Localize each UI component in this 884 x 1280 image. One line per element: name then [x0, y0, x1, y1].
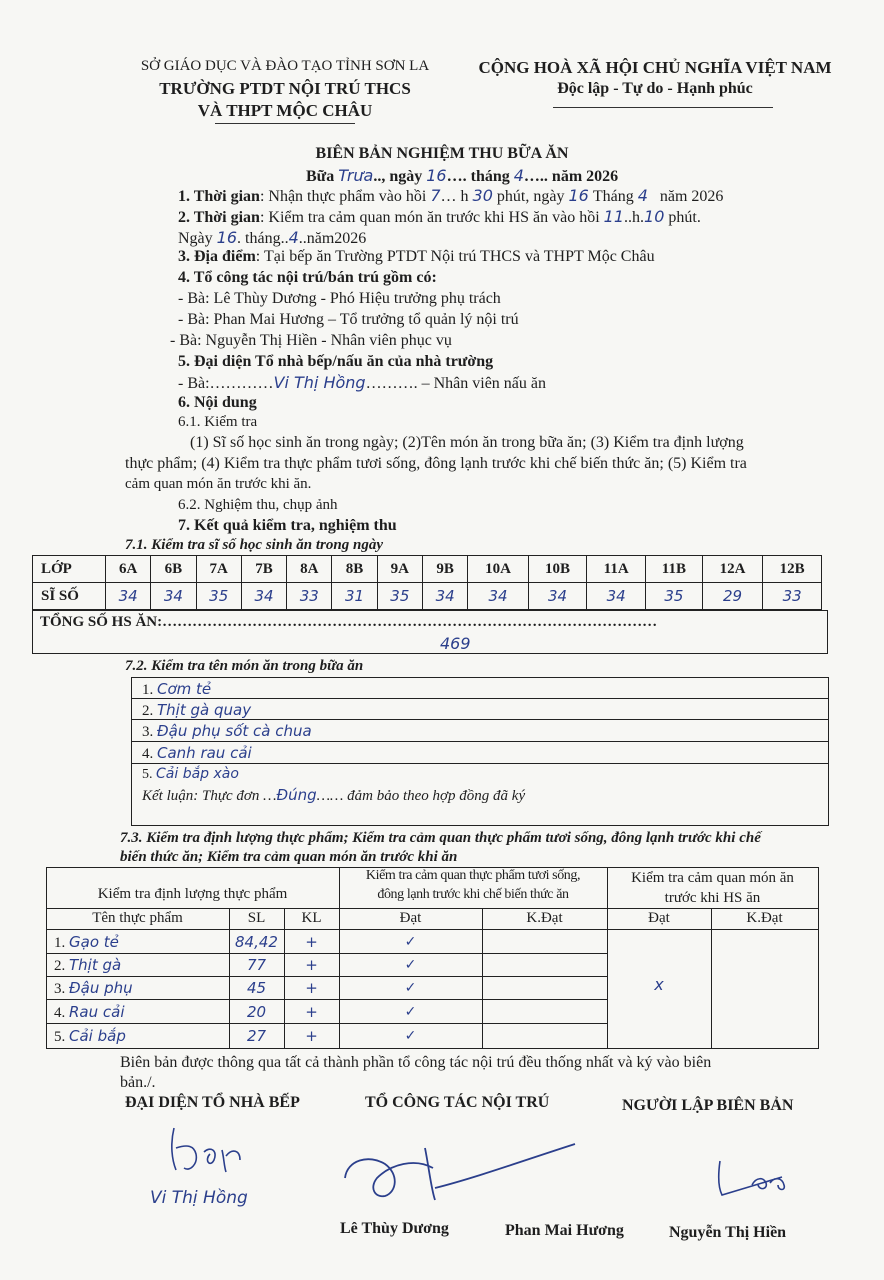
- kitchen-handwritten-name: Vi Thị Hồng: [150, 1188, 248, 1208]
- sig-name-phan-mai-huong: Phan Mai Hương: [505, 1222, 624, 1239]
- header-kdat-2: K.Đạt: [746, 910, 783, 926]
- table-71-title: 7.1. Kiểm tra sĩ số học sinh ăn trong ngày: [125, 537, 383, 553]
- meal-month: 4: [513, 166, 524, 185]
- menu-conclusion: Kết luận: Thực đơn …Đúng…… đảm bảo theo hợp đồng đã ký: [142, 786, 526, 804]
- food-row-2: 2. Thịt gà: [54, 956, 122, 974]
- closing-line-1: Biên bản được thông qua tất cả thành phần tổ công tác nội trú đều thống nhất và ký vào biên: [120, 1054, 712, 1071]
- header-kl: KL: [301, 910, 322, 926]
- handwritten-signature-kitchen: [160, 1120, 250, 1180]
- class-count-table: [32, 555, 822, 610]
- national-motto: Độc lập - Tự do - Hạnh phúc: [557, 80, 753, 97]
- school-name-line2: VÀ THPT MỘC CHÂU: [197, 101, 373, 120]
- dish-5: 5. Cải bắp xào: [142, 766, 239, 782]
- class-row-label: LỚP: [33, 556, 106, 583]
- count-row: SĨ SỐ 34 34 35 34 33 31 35 34 34 34 34 35 29 33: [33, 583, 822, 610]
- section-6-para-1: (1) Sĩ số học sinh ăn trong ngày; (2)Tên món ăn trong bữa ăn; (3) Kiểm tra định lượng: [190, 434, 744, 451]
- header-dat-1: Đạt: [399, 910, 422, 926]
- dish-2: 2. Thịt gà quay: [142, 701, 252, 719]
- section-2-date: Ngày 16. tháng..4..năm2026: [178, 228, 367, 247]
- count-row-label: SĨ SỐ: [33, 583, 106, 610]
- section-2: 2. Thời gian: Kiểm tra cảm quan món ăn trước khi HS ăn vào hồi 11..h.10 phút.: [178, 207, 701, 226]
- food-row-3: 3. Đậu phụ: [54, 979, 133, 997]
- school-name-line1: TRƯỜNG PTDT NỘI TRÚ THCS: [159, 79, 411, 98]
- camquan-mark: x: [654, 975, 664, 994]
- food-row-1: 1. Gạo tẻ: [54, 933, 119, 951]
- dish-4: 4. Canh rau cải: [142, 744, 252, 762]
- sig-name-le-thuy-duong: Lê Thùy Dương: [340, 1220, 449, 1237]
- dish-3: 3. Đậu phụ sốt cà chua: [142, 722, 312, 740]
- food-row-4: 4. Rau cải: [54, 1003, 125, 1021]
- meal-value: Trưa: [338, 166, 374, 185]
- section-6-para-3: cảm quan món ăn trước khi ăn.: [125, 476, 312, 492]
- header-dat-2: Đạt: [648, 910, 670, 926]
- section-6-para-2: thực phẩm; (4) Kiểm tra thực phẩm tươi sống, đông lạnh trước khi chế biến thức ăn; (5) Kiểm tra: [125, 455, 747, 472]
- total-label: TỔNG SỐ HS ĂN:………………………………………………………………………………………: [40, 614, 658, 630]
- agency-name: SỞ GIÁO DỤC VÀ ĐÀO TẠO TỈNH SƠN LA: [140, 58, 430, 74]
- cook-name: Vi Thị Hồng: [273, 373, 366, 392]
- col-header-camquan-2: trước khi HS ăn: [664, 890, 761, 906]
- header-kdat-1: K.Đạt: [526, 910, 563, 926]
- table-73-title-1: 7.3. Kiểm tra định lượng thực phẩm; Kiểm tra cảm quan thực phẩm tươi sống, đông lạnh trước khi chế: [120, 830, 761, 846]
- sig-title-author: NGƯỜI LẬP BIÊN BẢN: [622, 1097, 794, 1114]
- section-5-title: 5. Đại diện Tổ nhà bếp/nấu ăn của nhà trường: [178, 353, 494, 370]
- member-3: - Bà: Nguyễn Thị Hiền - Nhân viên phục vụ: [170, 332, 452, 349]
- document-title: BIÊN BẢN NGHIỆM THU BỮA ĂN: [315, 145, 569, 162]
- header-left-rule: [215, 123, 355, 124]
- header-sl: SL: [247, 910, 266, 926]
- meal-day: 16: [426, 166, 447, 185]
- section-4-title: 4. Tổ công tác nội trú/bán trú gồm có:: [178, 269, 437, 286]
- total-value: 469: [440, 634, 471, 653]
- section-3: 3. Địa điểm: Tại bếp ăn Trường PTDT Nội trú THCS và THPT Mộc Châu: [178, 248, 655, 265]
- section-6-2: 6.2. Nghiệm thu, chụp ảnh: [178, 497, 338, 513]
- cook-line: - Bà:…………Vi Thị Hồng………. – Nhân viên nấu ăn: [178, 373, 546, 392]
- member-2: - Bà: Phan Mai Hương – Tổ trưởng tổ quản lý nội trú: [178, 311, 519, 328]
- handwritten-signature-author: [712, 1155, 802, 1205]
- section-6-title: 6. Nội dung: [178, 394, 257, 411]
- col-header-camquan-1: Kiểm tra cảm quan món ăn: [631, 870, 794, 886]
- col-header-tuoisong-2: đông lạnh trước khi chế biến thức ăn: [377, 887, 569, 902]
- document-page: SỞ GIÁO DỤC VÀ ĐÀO TẠO TỈNH SƠN LA TRƯỜNG PTDT NỘI TRÚ THCS VÀ THPT MỘC CHÂU CỘNG HOÀ XÃ HỘI CHỦ NGHĨA VIỆT NAM Độc lập - Tự do - Hạnh phúc BIÊN BẢN NGHIỆM THU BỮA ĂN Bữa Trưa.., ngày 16…. tháng 4….. năm 2026 1. Thời gian: Nhận thực phẩm vào hồi 7… h 30 phút, ngày 16 Tháng 4 năm 2026 2. Thời gian: Kiểm tra cảm quan món ăn trước khi HS ăn vào hồi 11..h.10 phút. Ngày 16. tháng..4..năm2026 3. Địa điểm: Tại bếp ăn Trường PTDT Nội trú THCS và THPT Mộc Châu 4. Tổ công tác nội trú/bán trú gồm có: - Bà: Lê Thùy Dương - Phó Hiệu trưởng phụ trách - Bà: Phan Mai Hương – Tổ trưởng tổ quản lý nội trú - Bà: Nguyễn Thị Hiền - Nhân viên phục vụ 5. Đại diện Tổ nhà bếp/nấu ăn của nhà trường - Bà:…………Vi Thị Hồng………. – Nhân viên nấu ăn 6. Nội dung 6.1. Kiểm tra (1) Sĩ số học sinh ăn trong ngày; (2)Tên món ăn trong bữa ăn; (3) Kiểm tra định lượng thực phẩm; (4) Kiểm tra thực phẩm tươi sống, đông lạnh trước khi chế biến thức ăn; (5) Kiểm tra cảm quan món ăn trước khi ăn. 6.2. Nghiệm thu, chụp ảnh 7. Kết quả kiểm tra, nghiệm thu 7.1. Kiểm tra sĩ số học sinh ăn trong ngày LỚP 6A 6B 7A 7B 8A 8B 9A 9B 10A 10B 11A 11B 12A 12B SĨ SỐ 34 34 35 34 33 31 35 34 34 34 34 35 29 33 TỔNG SỐ HS ĂN:……………………………………………………………………………………… 469 7.2. Kiểm tra tên món ăn trong bữa ăn 1. Cơm tẻ 2. Thịt gà quay 3. Đậu phụ sốt cà chua 4. Canh rau cải 5. Cải bắp xào Kết luận: Thực đơn …Đúng…… đảm bảo theo hợp đồng đã ký 7.3. Kiểm tra định lượng thực phẩm; Kiểm tra cảm quan thực phẩm tươi sống, đông lạnh trước khi chế biến thức ăn; Kiểm tra cảm quan món ăn trước khi ăn Kiểm tra định lượng thực phẩm Kiểm tra cảm quan thực phẩm tươi sống, đông lạnh trước khi chế biến thức ăn Kiểm tra cảm quan món ăn trước khi HS ăn Tên thực phẩm SL KL Đạt K.Đạt Đạt K.Đạt 1. Gạo tẻ 84,42 + ✓ 2. Thịt gà 77 + ✓ 3. Đậu phụ 45 + ✓ 4. Rau cải 20 + ✓ 5. Cải bắp 27 + ✓ x Biên bản được thông qua tất cả thành phần tổ công tác nội trú đều thống nhất và ký vào biên bản./. ĐẠI DIỆN TỔ NHÀ BẾP TỔ CÔNG TÁC NỘI TRÚ NGƯỜI LẬP BIÊN BẢN Vi Thị Hồng Lê Thùy Dương Phan Mai Hương Nguyễn Thị Hiền: [0, 0, 884, 1280]
- food-row-5: 5. Cải bắp: [54, 1027, 126, 1045]
- section-1: 1. Thời gian: Nhận thực phẩm vào hồi 7… h 30 phút, ngày 16 Tháng 4 năm 2026: [178, 186, 724, 205]
- table-72-title: 7.2. Kiểm tra tên món ăn trong bữa ăn: [125, 658, 364, 674]
- sig-name-nguyen-thi-hien: Nguyễn Thị Hiền: [669, 1224, 787, 1241]
- class-row: LỚP 6A 6B 7A 7B 8A 8B 9A 9B 10A 10B 11A 11B 12A 12B: [33, 556, 822, 583]
- header-ten-thuc-pham: Tên thực phẩm: [92, 910, 183, 926]
- section-7-title: 7. Kết quả kiểm tra, nghiệm thu: [178, 517, 397, 534]
- sig-title-kitchen: ĐẠI DIỆN TỔ NHÀ BẾP: [125, 1094, 300, 1111]
- dish-1: 1. Cơm tẻ: [142, 680, 212, 698]
- national-title: CỘNG HOÀ XÃ HỘI CHỦ NGHĨA VIỆT NAM: [478, 58, 832, 77]
- section-6-1: 6.1. Kiểm tra: [178, 414, 258, 430]
- header-right-rule: [553, 107, 773, 108]
- handwritten-signature-committee: [335, 1138, 585, 1213]
- member-1: - Bà: Lê Thùy Dương - Phó Hiệu trưởng phụ trách: [178, 290, 501, 307]
- closing-line-2: bản./.: [120, 1074, 156, 1091]
- table-73-title-2: biến thức ăn; Kiểm tra cảm quan món ăn trước khi ăn: [120, 849, 458, 865]
- col-header-tuoisong-1: Kiểm tra cảm quan thực phẩm tươi sống,: [365, 868, 581, 883]
- col-header-dinhluong: Kiểm tra định lượng thực phẩm: [97, 886, 288, 902]
- sig-title-committee: TỔ CÔNG TÁC NỘI TRÚ: [365, 1094, 550, 1111]
- meal-line: Bữa Trưa.., ngày 16…. tháng 4….. năm 2026: [306, 166, 619, 185]
